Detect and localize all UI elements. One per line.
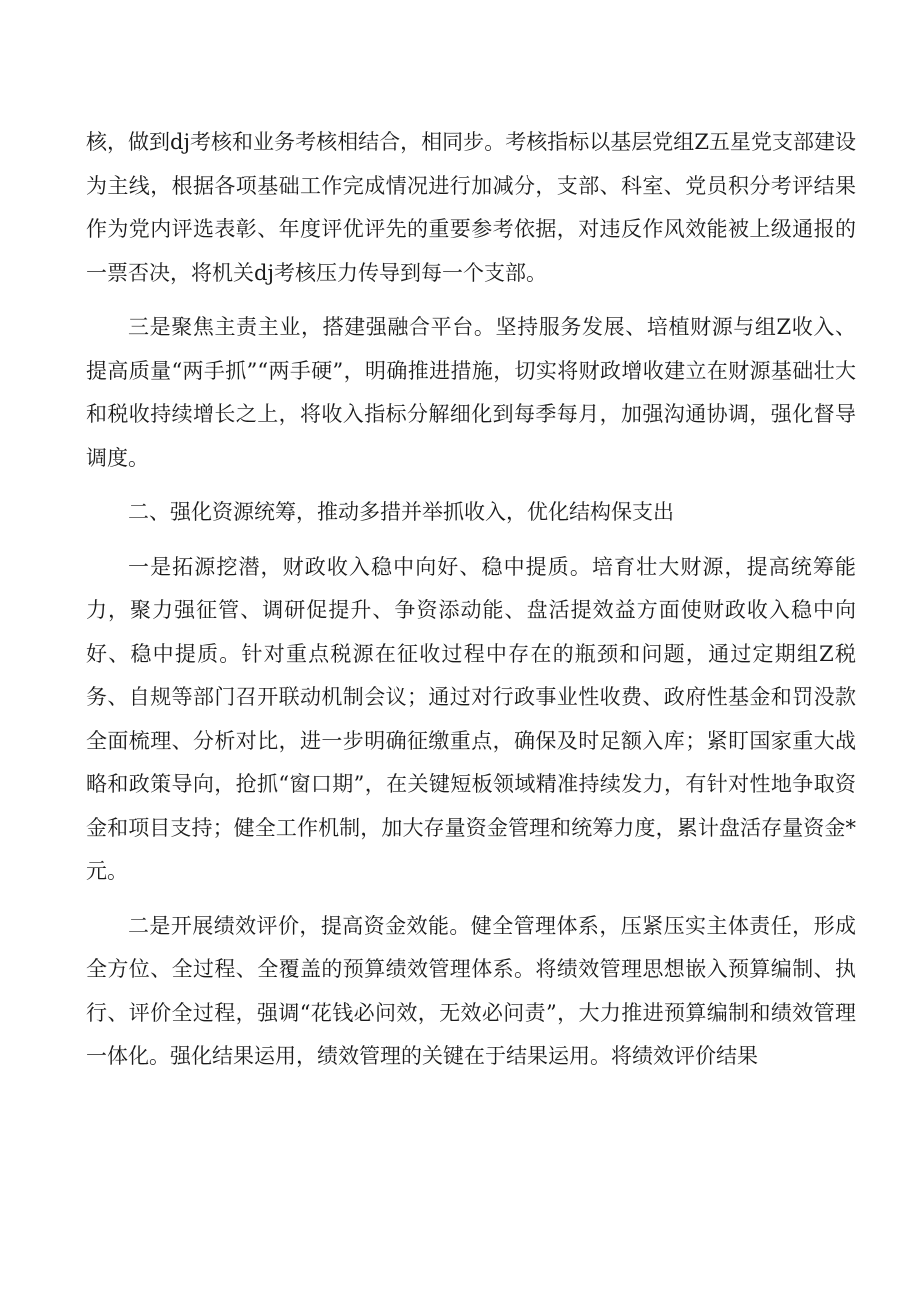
- paragraph-point-two-performance: 二是开展绩效评价，提高资金效能。健全管理体系，压紧压实主体责任，形成全方位、全过程、全覆盖的预算绩效管理体系。将绩效管理思想嵌入预算编制、执行、评价全过程，强调“花钱必问效，无效必问责”，大力推进预算编制和绩效管理一体化。强化结果运用，绩效管理的关键在于结果运用。将绩效评价结果: [86, 913, 856, 1068]
- document-body: [86, 121, 856, 1090]
- section-heading-two: 二、强化资源统筹，推动多措并举抓收入，优化结构保支出: [128, 500, 674, 524]
- paragraph-point-one-revenue: 一是拓源挖潜，财政收入稳中向好、稳中提质。培育壮大财源，提高统筹能力，聚力强征管、调研促提升、争资添动能、盘活提效益方面使财政收入稳中向好、稳中提质。针对重点税源在征收过程中存在的瓶颈和问题，通过定期组Z税务、自规等部门召开联动机制会议；通过对行政事业性收费、政府性基金和罚没款全面梳理、分析对比，进一步明确征缴重点，确保及时足额入库；紧盯国家重大战略和政策导向，抢抓“窗口期”，在关键短板领域精准持续发力，有针对性地争取资金和项目支持；健全工作机制，加大存量资金管理和统筹力度，累计盘活存量资金*元。: [86, 554, 856, 883]
- paragraph-point-three-platform: 三是聚焦主责主业，搭建强融合平台。坚持服务发展、培植财源与组Z收入、提高质量“两手抓”“两手硬”，明确推进措施，切实将财政增收建立在财源基础壮大和税收持续增长之上，将收入指标分解细化到每季每月，加强沟通协调，强化督导调度。: [86, 315, 856, 470]
- paragraph-assessment-continued: 核，做到dj考核和业务考核相结合，相同步。考核指标以基层党组Z五星党支部建设为主线，根据各项基础工作完成情况进行加减分，支部、科室、党员积分考评结果作为党内评选表彰、年度评优评先的重要参考依据，对违反作风效能被上级通报的一票否决，将机关dj考核压力传导到每一个支部。: [86, 130, 856, 285]
